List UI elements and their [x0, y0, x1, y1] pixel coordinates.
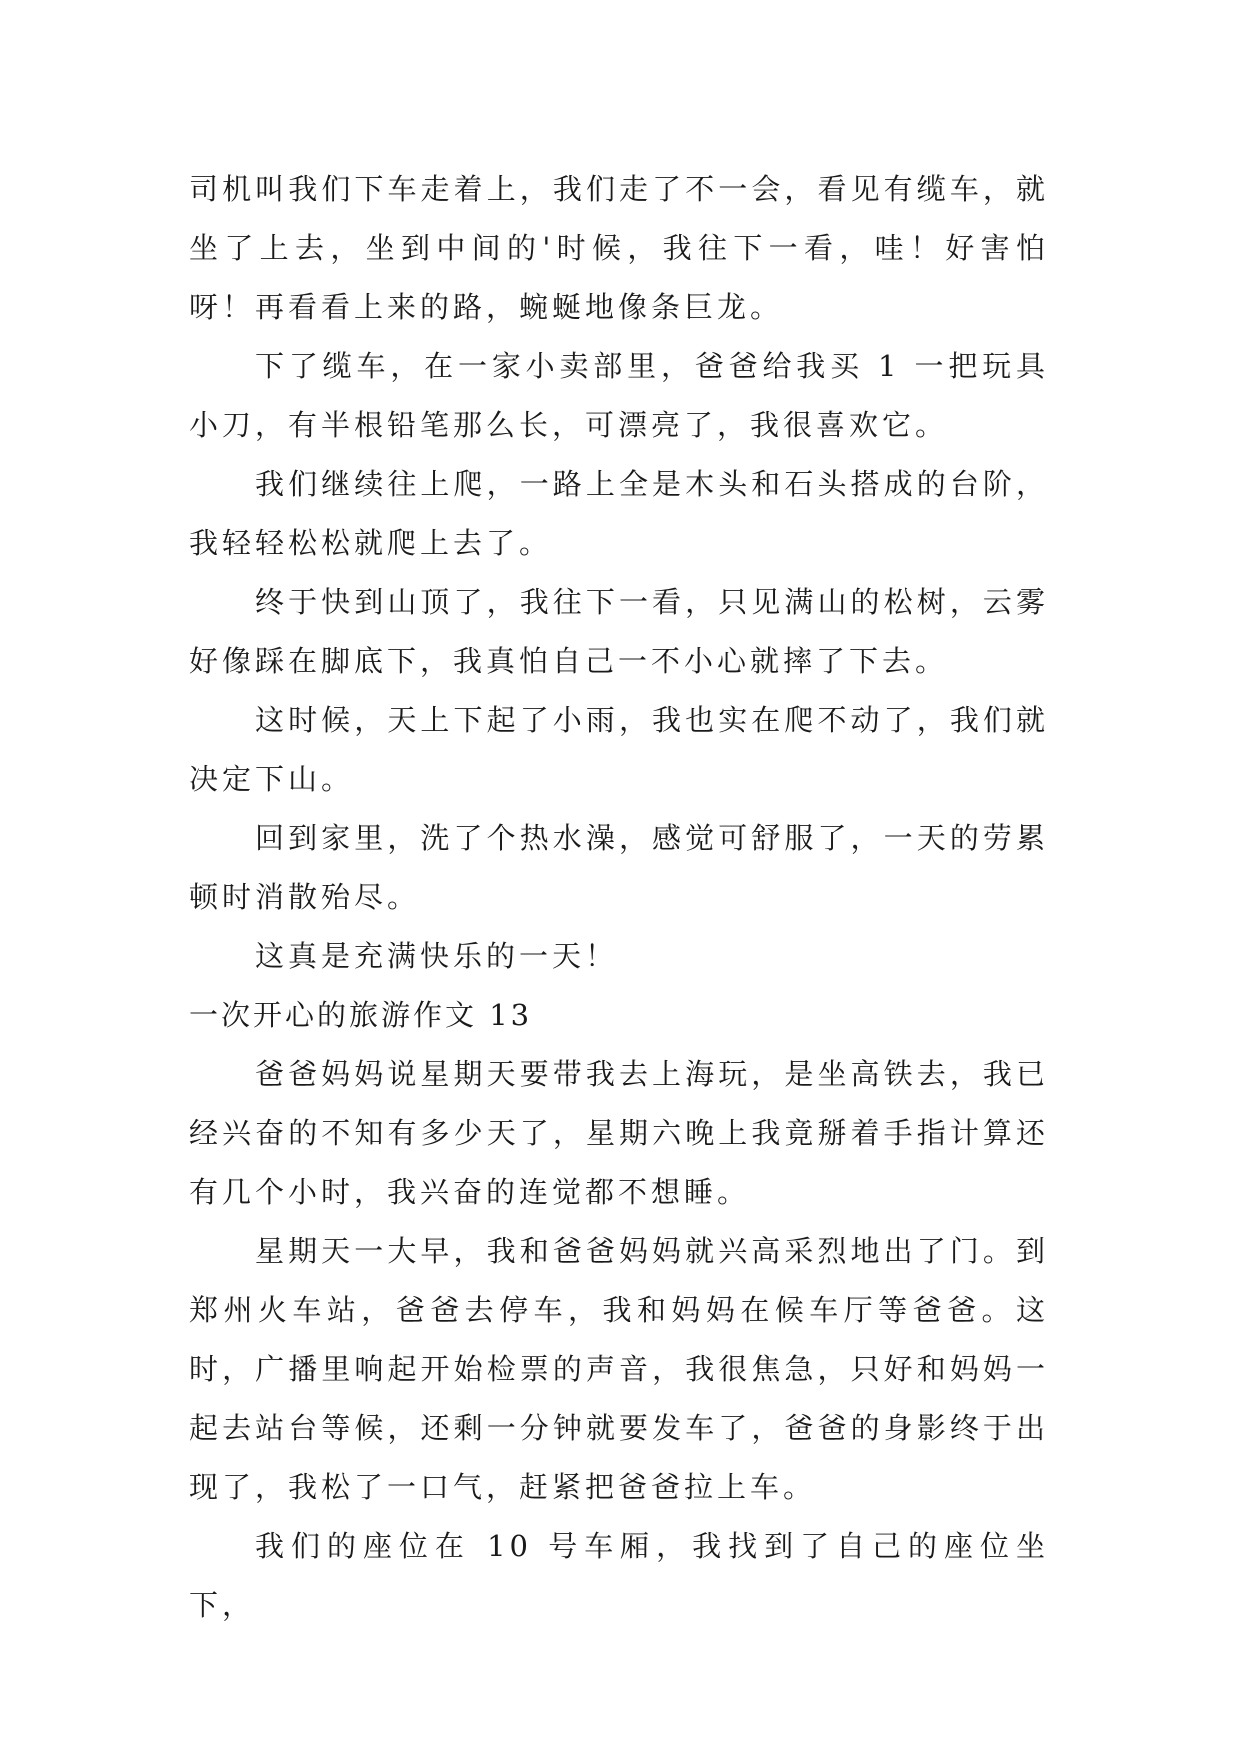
- paragraph: 星期天一大早，我和爸爸妈妈就兴高采烈地出了门。到郑州火车站，爸爸去停车，我和妈妈在候车厅等爸爸。这时，广播里响起开始检票的声音，我很焦急，只好和妈妈一起去站台等候，还剩一分钟就要发车了，爸爸的身影终于出现了，我松了一口气，赶紧把爸爸拉上车。: [189, 1234, 1049, 1504]
- paragraph: 回到家里，洗了个热水澡，感觉可舒服了，一天的劳累顿时消散殆尽。: [189, 821, 1049, 914]
- paragraph: 终于快到山顶了，我往下一看，只见满山的松树，云雾好像踩在脚底下，我真怕自己一不小心就摔了下去。: [189, 585, 1049, 678]
- paragraph: 爸爸妈妈说星期天要带我去上海玩，是坐高铁去，我已经兴奋的不知有多少天了，星期六晚上我竟掰着手指计算还有几个小时，我兴奋的连觉都不想睡。: [189, 1057, 1049, 1209]
- paragraph: 这真是充满快乐的一天！: [255, 939, 619, 973]
- paragraph: 司机叫我们下车走着上，我们走了不一会，看见有缆车，就坐了上去，坐到中间的'时候，我往下一看，哇！好害怕呀！再看看上来的路，蜿蜒地像条巨龙。: [189, 172, 1049, 324]
- document-body: [189, 160, 1049, 1635]
- section-heading: 一次开心的旅游作文 13: [189, 998, 533, 1032]
- paragraph: 我们的座位在 10 号车厢，我找到了自己的座位坐下，: [189, 1529, 1049, 1622]
- paragraph: 我们继续往上爬，一路上全是木头和石头搭成的台阶，我轻轻松松就爬上去了。: [189, 467, 1049, 560]
- paragraph: 下了缆车，在一家小卖部里，爸爸给我买 1 一把玩具小刀，有半根铅笔那么长，可漂亮了，我很喜欢它。: [189, 349, 1049, 442]
- paragraph: 这时候，天上下起了小雨，我也实在爬不动了，我们就决定下山。: [189, 703, 1049, 796]
